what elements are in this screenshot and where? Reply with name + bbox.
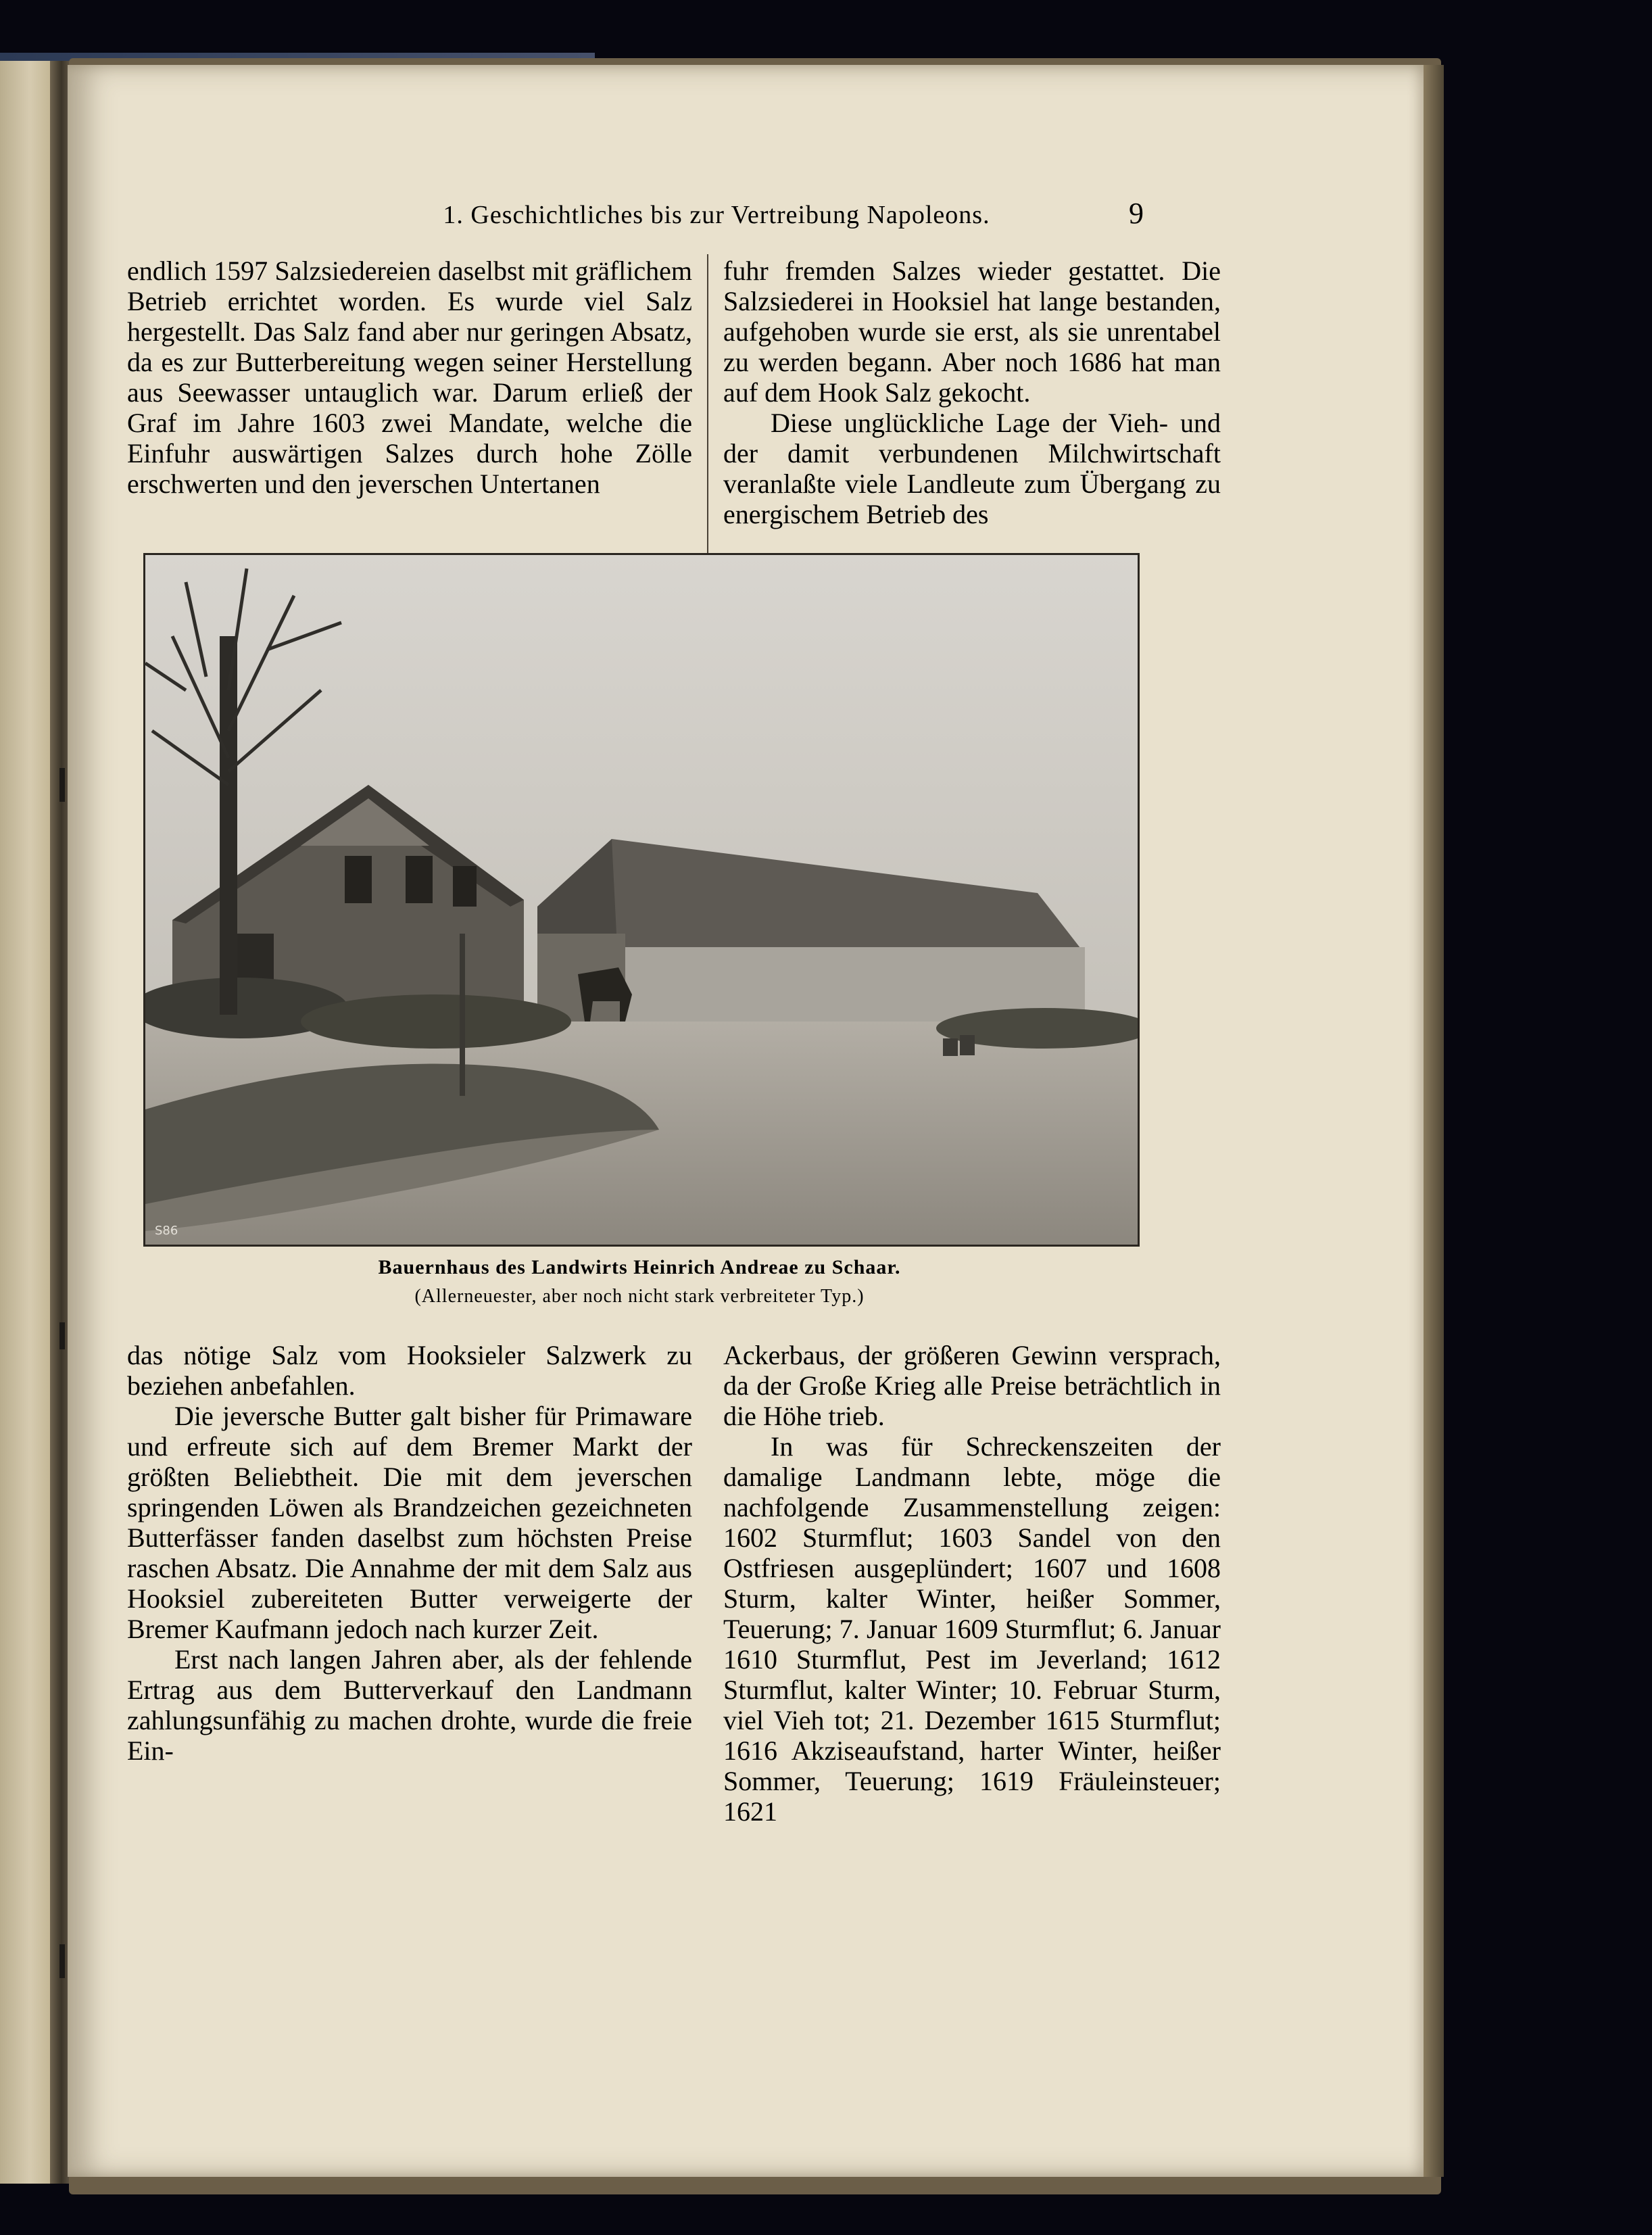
column-bottom-right (723, 1340, 1221, 1827)
page-fore-edge (1424, 65, 1444, 2177)
page-number: 9 (1129, 197, 1144, 230)
photo-illustration (145, 555, 1138, 1245)
paragraph: fuhr fremden Salzes wieder gestattet. Die Salzsiederei in Hooksiel hat lange bestanden, aufgehoben wurde sie erst, als sie unrentabel zu werden begann. Aber noch 1686 hat man auf dem Hook Salz gekocht. (723, 256, 1221, 408)
binding-mark (59, 1322, 65, 1349)
paragraph: Ackerbaus, der größeren Gewinn versprach, da der Große Krieg alle Preise beträchtlich in die Höhe trieb. (723, 1340, 1221, 1431)
paragraph: Diese unglückliche Lage der Vieh- und der damit verbundenen Milchwirtschaft veranlaßte viele Landleute zum Übergang zu energischem Betrieb des (723, 408, 1221, 529)
column-divider (707, 254, 708, 567)
column-top-left (127, 256, 692, 499)
binding-mark (59, 768, 65, 802)
plate-mark: S86 (155, 1224, 178, 1238)
paragraph: In was für Schreckenszeiten der damalige Landmann lebte, möge die nachfolgende Zusammenstellung zeigen: 1602 Sturmflut; 1603 Sandel von den Ostfriesen ausgeplündert; 1607 und 1608 Sturm, kalter Winter, heißer Sommer, Teuerung; 7. Januar 1609 Sturmflut; 6. Januar 1610 Sturmflut, Pest im Jeverland; 1612 Sturmflut, kalter Winter; 10. Februar Sturm, viel Vieh tot; 21. Dezember 1615 Sturmflut; 1616 Akziseaufstand, harter Winter, heißer Sommer, Teuerung; 1619 Fräuleinsteuer; 1621 (723, 1431, 1221, 1827)
farmhouse-photograph (143, 553, 1140, 1247)
running-head: 1. Geschichtliches bis zur Vertreibung Napoleons. (443, 201, 990, 229)
figure-subcaption: (Allerneuester, aber noch nicht stark verbreiteter Typ.) (414, 1286, 865, 1307)
column-top-right (723, 256, 1221, 529)
paragraph: Die jeversche Butter galt bisher für Primaware und erfreute sich auf dem Bremer Markt der größten Beliebtheit. Die mit dem jeverschen springenden Löwen als Brandzeichen gezeichneten Butterfässer fanden daselbst zum höchsten Preise raschen Absatz. Die Annahme der mit dem Salz aus Hooksiel zubereiteten Butter verweigerte der Bremer Kaufmann jedoch nach kurzer Zeit. (127, 1401, 692, 1644)
figure-caption: Bauernhaus des Landwirts Heinrich Andreae zu Schaar. (378, 1256, 901, 1278)
paragraph: endlich 1597 Salzsiedereien daselbst mit gräflichem Betrieb errichtet worden. Es wurde viel Salz hergestellt. Das Salz fand aber nur geringen Absatz, da es zur Butterbereitung wegen seiner Herstellung aus Seewasser untauglich war. Darum erließ der Graf im Jahre 1603 zwei Mandate, welche die Einfuhr auswärtigen Salzes durch hohe Zölle erschwerten und den jeverschen Untertanen (127, 256, 692, 499)
facing-page-edge (0, 61, 50, 2184)
column-bottom-left (127, 1340, 692, 1766)
book-gutter (50, 61, 69, 2184)
paragraph: das nötige Salz vom Hooksieler Salzwerk zu beziehen anbefahlen. (127, 1340, 692, 1401)
paragraph: Erst nach langen Jahren aber, als der fehlende Ertrag aus dem Butterverkauf den Landmann zahlungsunfähig zu machen drohte, wurde die freie Ein- (127, 1644, 692, 1766)
binding-mark (59, 1944, 65, 1978)
